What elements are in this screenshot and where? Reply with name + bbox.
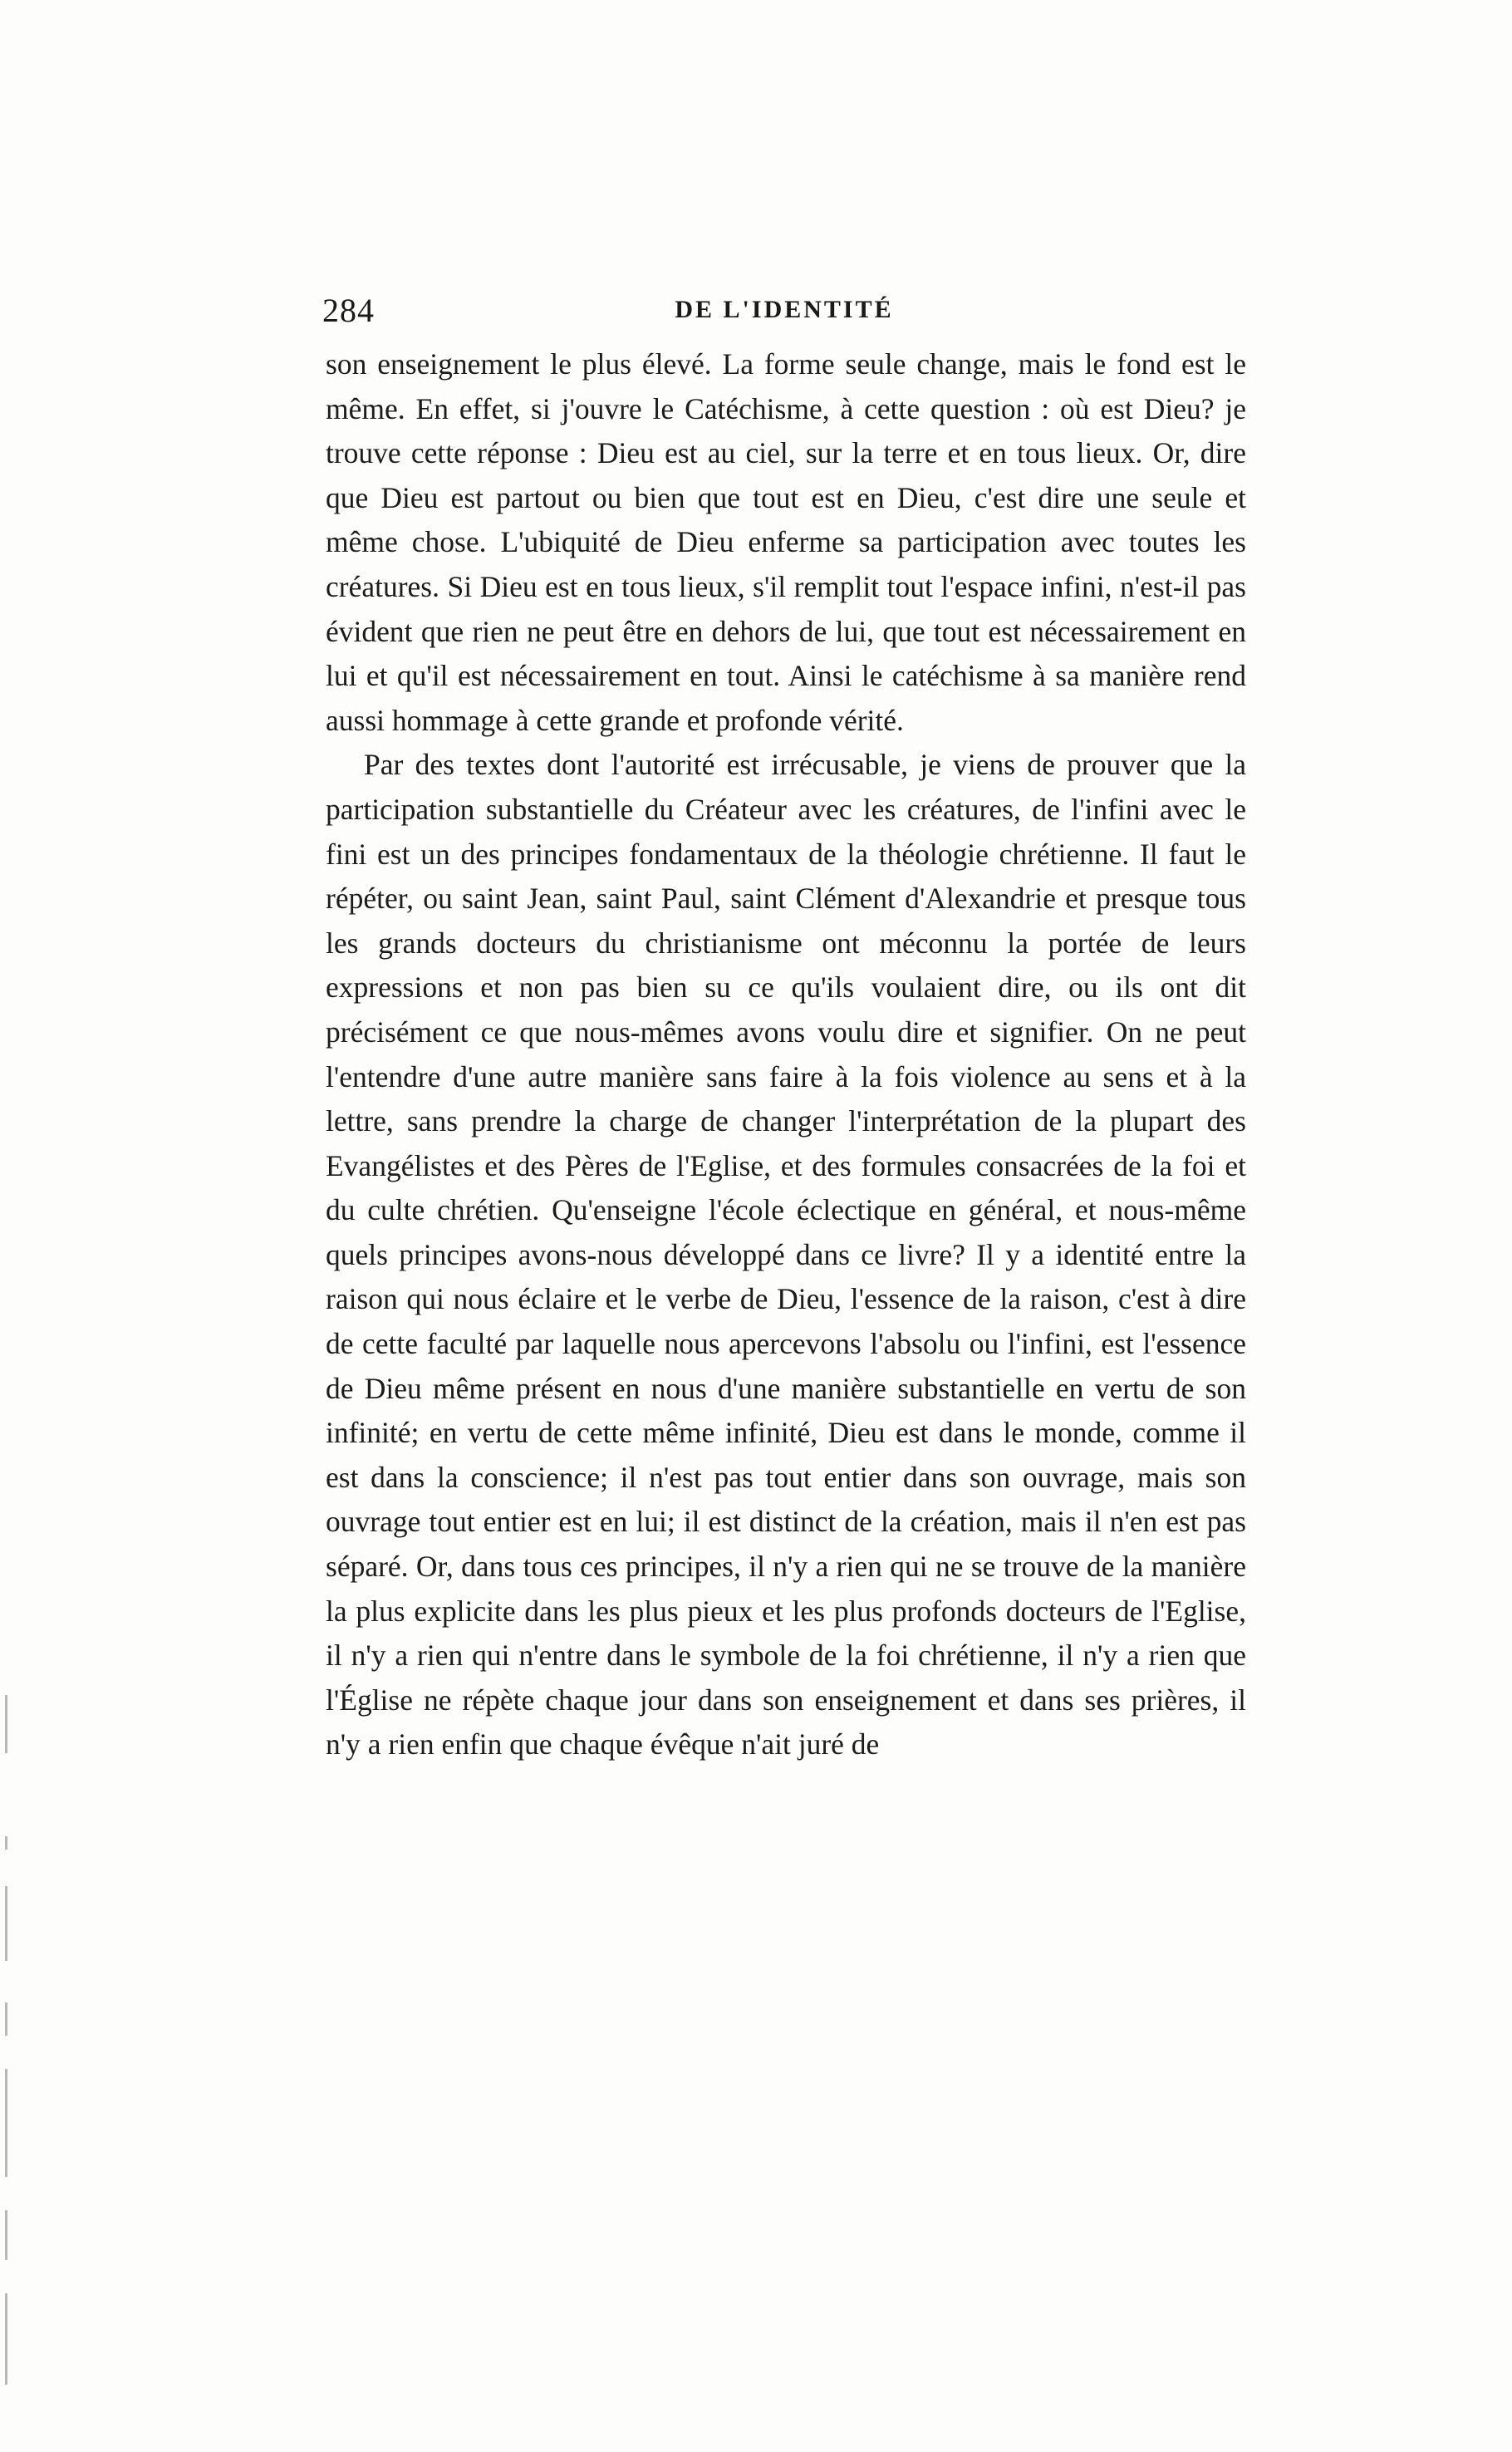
running-title: DE L'IDENTITÉ: [675, 296, 894, 323]
running-head: [322, 291, 1246, 341]
scan-mark: [5, 2293, 7, 2385]
body-text: [326, 342, 1246, 1767]
scan-mark: [5, 2002, 7, 2036]
paragraph-1: son enseignement le plus élevé. La forme seule change, mais le fond est le même. En effet, si j'ouvre le Catéchisme, à cette question : où est Dieu? je trouve cette réponse : Dieu est au ciel, sur la terre et en tous lieux. Or, dire que Dieu est partout ou bien que tout est en Dieu, c'est dire une seule et même chose. L'ubiquité de Dieu enferme sa participation avec toutes les créatures. Si Dieu est en tous lieux, s'il remplit tout l'espace infini, n'est-il pas évident que rien ne peut être en dehors de lui, que tout est nécessairement en lui et qu'il est nécessairement en tout. Ainsi le catéchisme à sa manière rend aussi hommage à cette grande et profonde vérité.: [326, 347, 1246, 737]
scan-mark: [5, 1695, 7, 1753]
margin-scan-marks: [5, 1695, 8, 2393]
paragraph-2: Par des textes dont l'autorité est irrécusable, je viens de prouver que la participation substantielle du Créateur avec les créatures, de l'infini avec le fini est un des principes fondamentaux de la théologie chrétienne. Il faut le répéter, ou saint Jean, saint Paul, saint Clément d'Alexandrie et presque tous les grands docteurs du christianisme ont méconnu la portée de leurs expressions et non pas bien su ce qu'ils voulaient dire, ou ils ont dit précisément ce que nous-mêmes avons voulu dire et signifier. On ne peut l'entendre d'une autre manière sans faire à la fois violence au sens et à la lettre, sans prendre la charge de changer l'interprétation de la plupart des Evangélistes et des Pères de l'Eglise, et des formules consacrées de la foi et du culte chrétien. Qu'enseigne l'école éclectique en général, et nous-même quels principes avons-nous développé dans ce livre? Il y a identité entre la raison qui nous éclaire et le verbe de Dieu, l'essence de la raison, c'est à dire de cette faculté par laquelle nous apercevons l'absolu ou l'infini, est l'essence de Dieu même présent en nous d'une manière substantielle en vertu de son infinité; en vertu de cette même infinité, Dieu est dans le monde, comme il est dans la conscience; il n'est pas tout entier dans son ouvrage, mais son ouvrage tout entier est en lui; il est distinct de la création, mais il n'en est pas séparé. Or, dans tous ces principes, il n'y a rien qui ne se trouve de la manière la plus explicite dans les plus pieux et les plus profonds docteurs de l'Eglise, il n'y a rien qui n'entre dans le symbole de la foi chrétienne, il n'y a rien que l'Église ne répète chaque jour dans son enseignement et dans ses prières, il n'y a rien enfin que chaque évêque n'ait juré de: [326, 748, 1246, 1762]
scan-mark: [5, 2210, 7, 2260]
page-number: 284: [322, 292, 375, 329]
scan-mark: [5, 1886, 7, 1961]
scan-mark: [5, 2069, 7, 2177]
scan-mark: [5, 1836, 7, 1850]
